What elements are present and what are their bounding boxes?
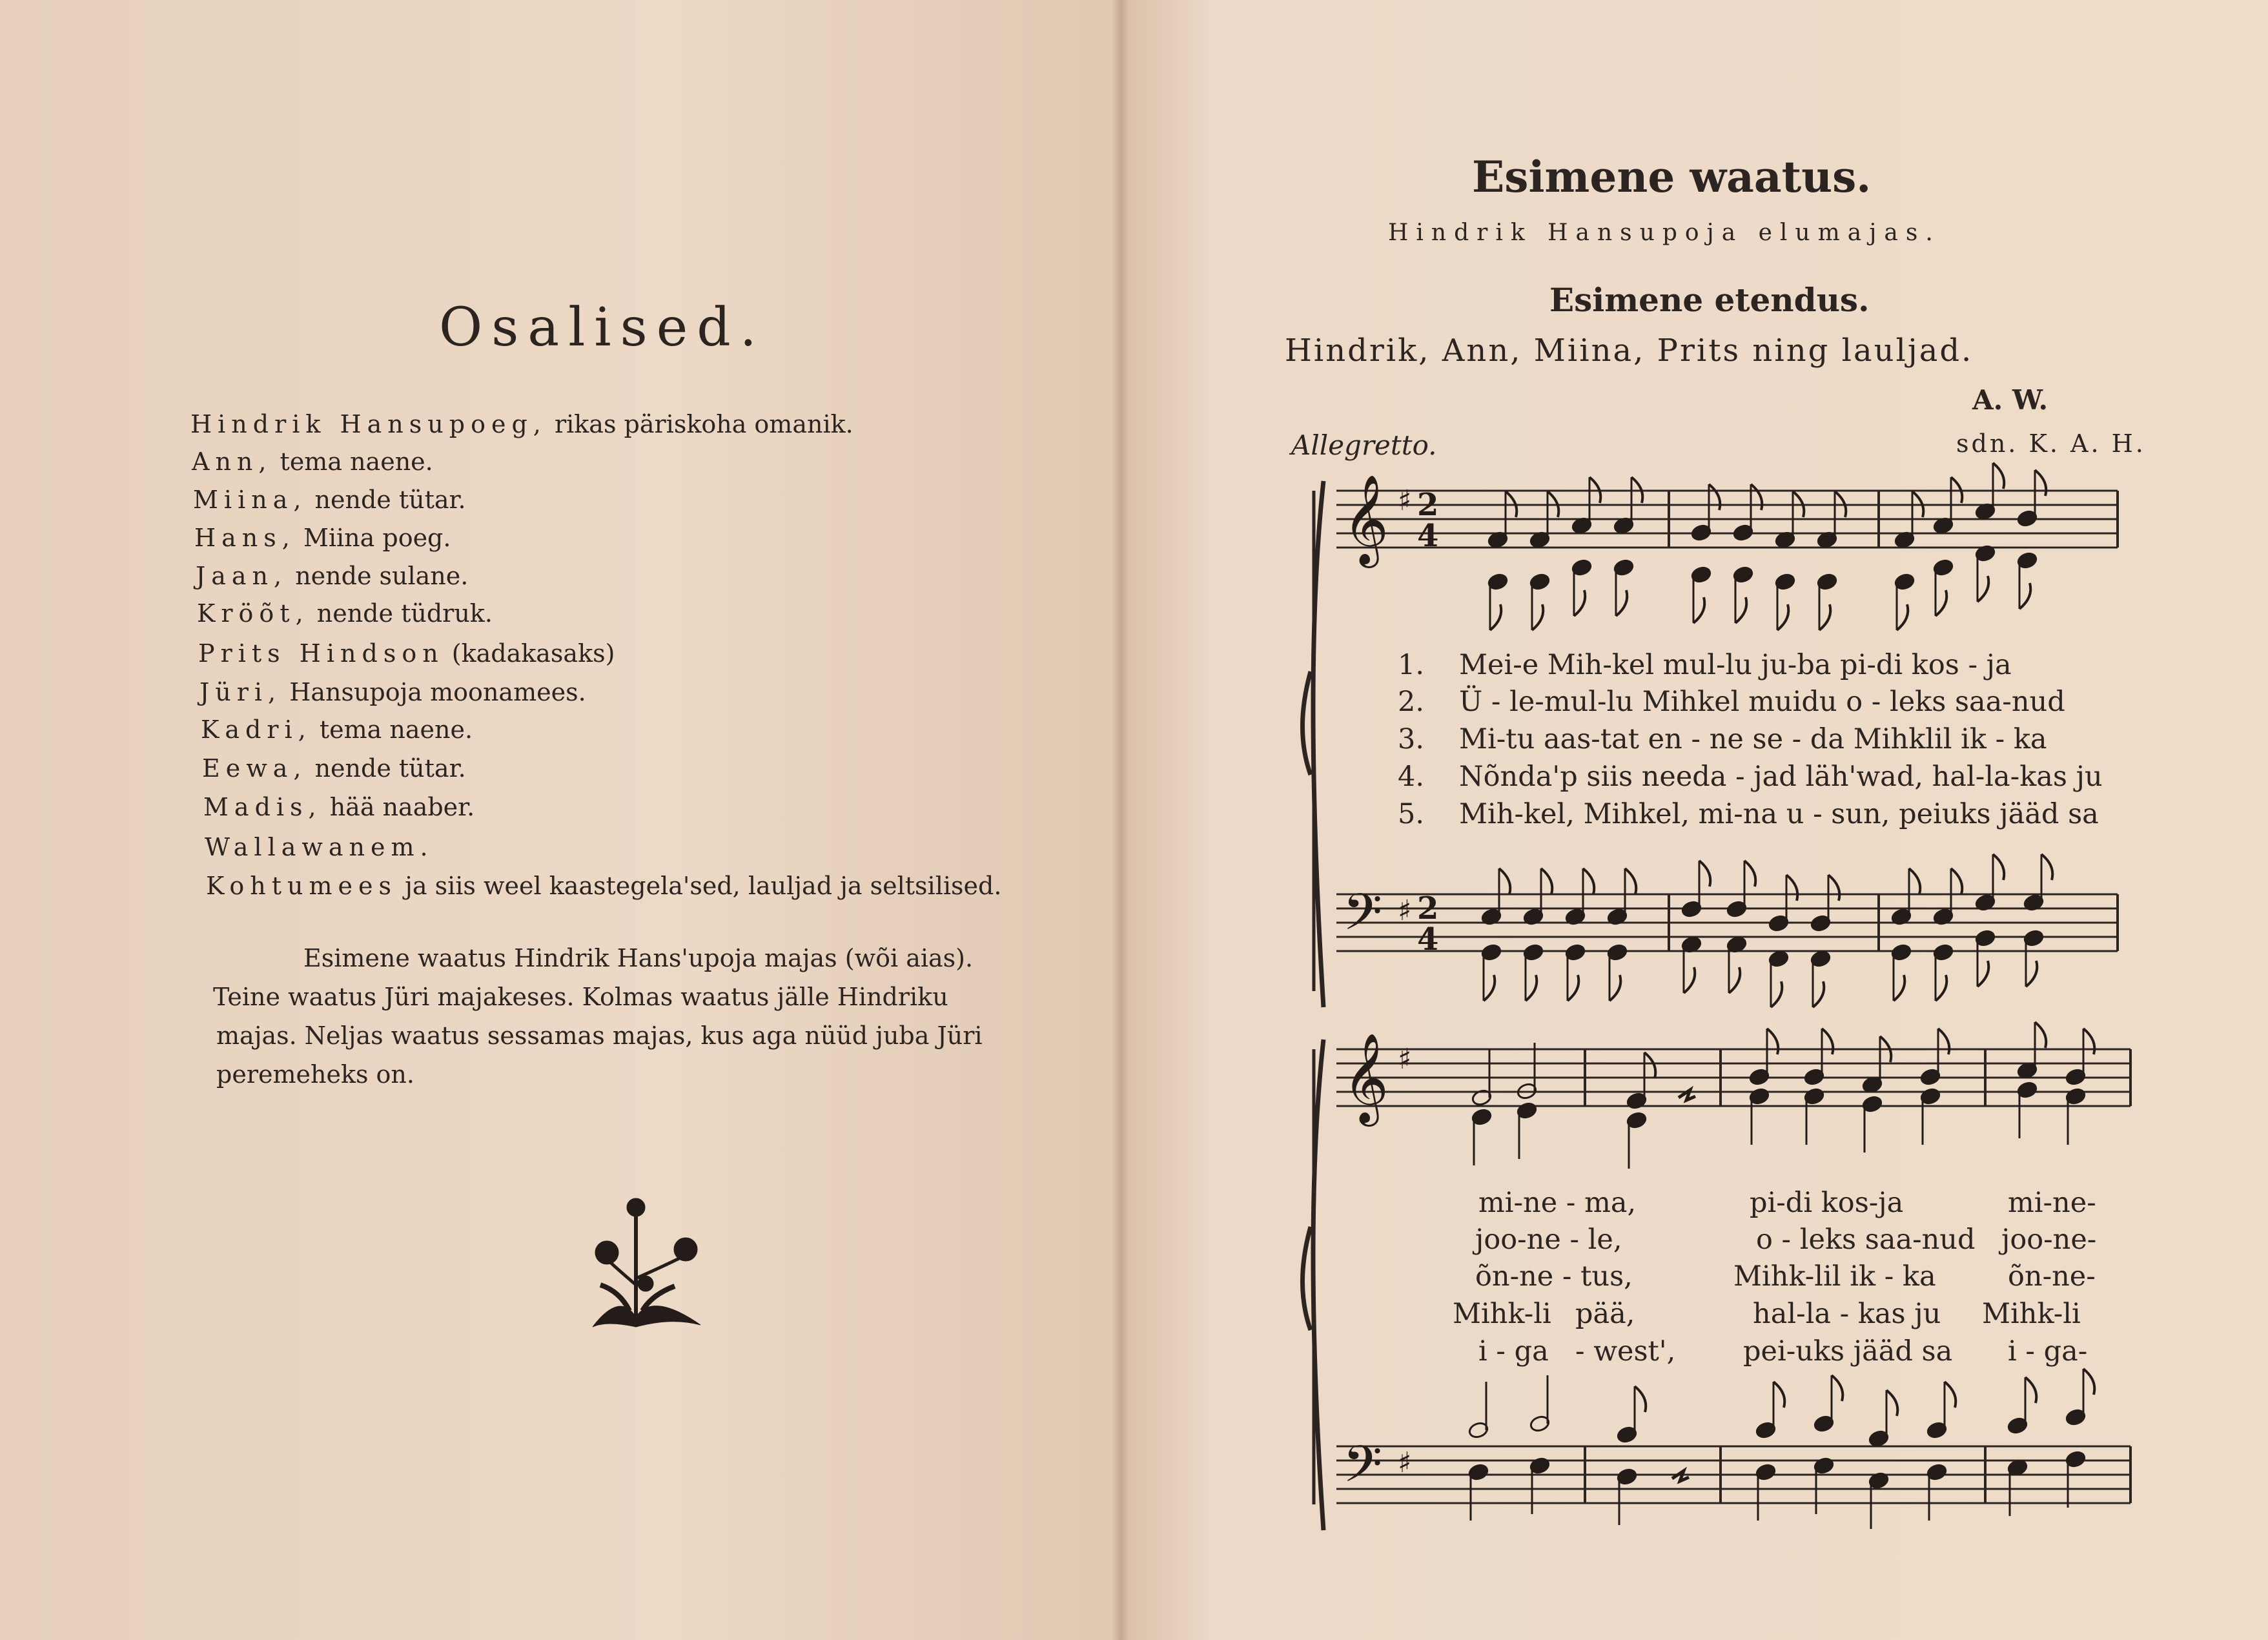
cast-role: nende tüdruk. bbox=[309, 599, 493, 628]
note-flag bbox=[2026, 961, 2037, 987]
lyric-fragment: pi-di kos-ja bbox=[1750, 1187, 1904, 1219]
lyric-line: Nõnda'p siis needa - jad läh'wad, hal-la-kas ju bbox=[1459, 761, 2103, 793]
note-flag bbox=[1499, 868, 1510, 894]
note-flag bbox=[1897, 604, 1908, 630]
note-flag bbox=[1684, 967, 1695, 993]
note-flag bbox=[1709, 484, 1720, 510]
paragraph-line: Esimene waatus Hindrik Hans'upoja majas (wõi aias). bbox=[303, 944, 974, 972]
note-flag bbox=[1977, 961, 1988, 987]
lyric-fragment: Mihk-lil ik - ka bbox=[1733, 1260, 1936, 1293]
verse-number: 1. bbox=[1398, 649, 1425, 681]
verse-number: 2. bbox=[1398, 686, 1425, 718]
composer-initials: A. W. bbox=[1972, 384, 2048, 416]
note-flag bbox=[1894, 975, 1905, 1001]
note-flag bbox=[1616, 590, 1627, 616]
time-signature-top: 2 bbox=[1417, 890, 1439, 927]
lyric-line: Mei-e Mih-kel mul-lu ju-ba pi-di kos - ja bbox=[1459, 649, 2012, 681]
cast-title: Osalised. bbox=[439, 297, 766, 358]
note-flag bbox=[1993, 463, 2004, 489]
arranger-credit: sdn. K. A. H. bbox=[1956, 429, 2146, 458]
note-flag bbox=[1693, 597, 1704, 623]
note-flag bbox=[2083, 1369, 2094, 1395]
time-signature-top: 2 bbox=[1417, 487, 1439, 523]
cast-name: Madis, bbox=[203, 793, 322, 821]
note-flag bbox=[2019, 583, 2030, 609]
note-flag bbox=[1771, 981, 1782, 1007]
eighth-rest-icon bbox=[1672, 1471, 1689, 1481]
cast-name: Kadri, bbox=[201, 715, 312, 744]
note-flag bbox=[1773, 1382, 1784, 1408]
cast-role: (kadakasaks) bbox=[444, 639, 615, 668]
lyric-fragment: joo-ne - le, bbox=[1475, 1224, 1622, 1256]
verse-number: 5. bbox=[1398, 798, 1425, 830]
lyric-line: Ü - le-mul-lu Mihkel muidu o - leks saa-nud bbox=[1459, 686, 2065, 718]
cast-name: Hans, bbox=[194, 524, 296, 552]
verse-number: 3. bbox=[1398, 723, 1425, 755]
lyric-fragment: pää, bbox=[1575, 1298, 1635, 1330]
tempo-marking: Allegretto. bbox=[1291, 429, 1437, 461]
note-flag bbox=[1490, 604, 1501, 630]
note-flag bbox=[2041, 854, 2052, 880]
paragraph-line: peremeheks on. bbox=[216, 1060, 414, 1089]
note-flag bbox=[1568, 975, 1578, 1001]
cast-role: Hansupoja moonamees. bbox=[281, 678, 586, 706]
lyric-fragment: - west', bbox=[1575, 1335, 1676, 1368]
note-flag bbox=[1886, 1390, 1897, 1416]
note-flag bbox=[1822, 1029, 1833, 1054]
treble-clef-icon: 𝄞 bbox=[1343, 475, 1389, 564]
lyric-fragment: õn-ne - tus, bbox=[1475, 1260, 1633, 1293]
note-flag bbox=[1938, 1029, 1949, 1054]
lyric-fragment: pei-uks jääd sa bbox=[1743, 1335, 1953, 1368]
cast-name: Hindrik Hansupoeg, bbox=[190, 410, 547, 438]
lyric-fragment: Mihk-li bbox=[1453, 1298, 1551, 1330]
note-flag bbox=[2025, 1377, 2036, 1403]
note-flag bbox=[1609, 975, 1620, 1001]
lyric-fragment: õn-ne- bbox=[2008, 1260, 2096, 1293]
note-flag bbox=[1526, 975, 1537, 1001]
note-flag bbox=[1909, 868, 1920, 894]
key-sharp-icon: ♯ bbox=[1398, 484, 1412, 517]
cast-name: Eewa, bbox=[202, 754, 307, 783]
note-flag bbox=[2083, 1029, 2094, 1054]
scene-characters: Hindrik, Ann, Miina, Prits ning laulјad. bbox=[1285, 333, 1974, 369]
lyric-line: Mih-kel, Mihkel, mi-na u - sun, peiuks jääd sa bbox=[1459, 798, 2099, 830]
cast-name: Kröõt, bbox=[197, 599, 309, 628]
note-flag bbox=[1574, 590, 1585, 616]
scene-title: Esimene etendus. bbox=[1549, 281, 1870, 319]
note-flag bbox=[2035, 470, 2046, 496]
lyric-fragment: hal-la - kas ju bbox=[1753, 1298, 1941, 1330]
cast-name: Miina, bbox=[193, 486, 307, 514]
lyric-fragment: i - ga bbox=[1478, 1335, 1549, 1368]
cast-role: rikas päriskoha omanik. bbox=[546, 410, 853, 438]
note-flag bbox=[1729, 967, 1740, 993]
cast-role: hää naaber. bbox=[322, 793, 475, 821]
note-flag bbox=[1625, 868, 1636, 894]
cast-name: Jüri, bbox=[199, 678, 282, 706]
note-flag bbox=[1777, 604, 1788, 630]
time-signature-bottom: 4 bbox=[1417, 518, 1439, 554]
note-flag bbox=[1541, 868, 1552, 894]
note-flag bbox=[1635, 1386, 1646, 1412]
note-flag bbox=[1532, 604, 1543, 630]
note-flag bbox=[1832, 1375, 1843, 1401]
note-flag bbox=[1644, 1052, 1655, 1078]
note-flag bbox=[1828, 875, 1839, 901]
cast-role: nende tütar. bbox=[307, 486, 466, 514]
bass-clef-icon: 𝄢 bbox=[1343, 1435, 1383, 1506]
cast-name: Jaan, bbox=[196, 562, 288, 590]
lyric-line: Mi-tu aas-tat en - ne se - da Mihklil ik - ka bbox=[1459, 723, 2047, 755]
note-flag bbox=[1936, 590, 1946, 616]
lyric-fragment: Mihk-li bbox=[1982, 1298, 2081, 1330]
lyric-fragment: mi-ne- bbox=[2008, 1187, 2096, 1219]
lyric-fragment: mi-ne - ma, bbox=[1478, 1187, 1637, 1219]
note-flag bbox=[1751, 484, 1762, 510]
verse-number: 4. bbox=[1398, 761, 1425, 793]
lyric-fragment: i - ga- bbox=[2008, 1335, 2088, 1368]
note-flag bbox=[1583, 868, 1594, 894]
note-flag bbox=[1735, 597, 1746, 623]
cast-name: Prits Hindson bbox=[198, 639, 444, 668]
cast-name: Ann, bbox=[192, 447, 272, 476]
time-signature-bottom: 4 bbox=[1417, 921, 1439, 958]
note-flag bbox=[1813, 981, 1824, 1007]
note-flag bbox=[1819, 604, 1830, 630]
note-flag bbox=[1993, 854, 2004, 880]
treble-clef-icon: 𝄞 bbox=[1343, 1033, 1389, 1123]
cast-role: Miina poeg. bbox=[295, 524, 451, 552]
note-flag bbox=[1936, 975, 1946, 1001]
cast-role: ja siis weel kaastegela'sed, laulјad ja seltsilised. bbox=[396, 872, 1002, 900]
note-flag bbox=[1951, 868, 1962, 894]
note-flag bbox=[1744, 861, 1755, 887]
cast-role: nende tütar. bbox=[307, 754, 466, 783]
key-sharp-icon: ♯ bbox=[1398, 1043, 1412, 1076]
note-flag bbox=[1767, 1029, 1778, 1054]
key-sharp-icon: ♯ bbox=[1398, 1446, 1412, 1479]
note-flag bbox=[1484, 975, 1495, 1001]
cast-role: nende sulane. bbox=[287, 562, 469, 590]
act-setting: Hindrik Hansupoja elumajas. bbox=[1388, 220, 1941, 246]
note-flag bbox=[1699, 861, 1710, 887]
lyric-fragment: joo-ne- bbox=[2001, 1224, 2097, 1256]
key-sharp-icon: ♯ bbox=[1398, 894, 1412, 927]
cast-role: tema naene. bbox=[311, 715, 473, 744]
cast-name: Kohtumees bbox=[206, 872, 397, 900]
act-title: Esimene waatus. bbox=[1472, 152, 1872, 202]
note-flag bbox=[1786, 875, 1797, 901]
bass-clef-icon: 𝄢 bbox=[1343, 883, 1383, 954]
cast-name: Wallawanem. bbox=[205, 833, 434, 861]
note-flag bbox=[2035, 1022, 2046, 1048]
note-flag bbox=[1977, 576, 1988, 602]
cast-role: tema naene. bbox=[272, 447, 433, 476]
lyric-fragment: o - leks saa-nud bbox=[1756, 1224, 1976, 1256]
paragraph-line: majas. Neljas waatus sessamas majas, kus aga nüüd juba Jüri bbox=[216, 1021, 983, 1050]
note-flag bbox=[1945, 1382, 1956, 1408]
paragraph-line: Teine waatus Jüri majakeses. Kolmas waatus jälle Hindriku bbox=[213, 983, 948, 1011]
